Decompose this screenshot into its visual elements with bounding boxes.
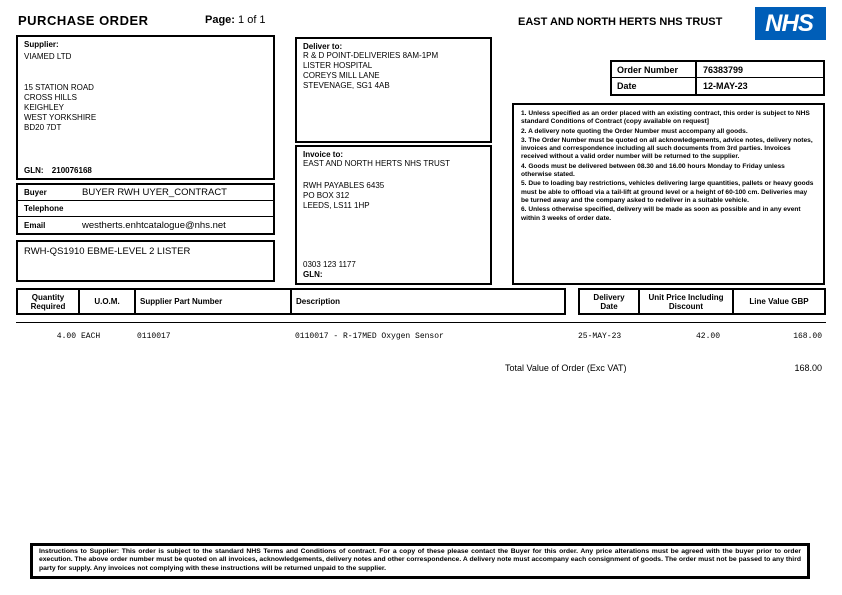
supplier-label: Supplier: [24,40,59,49]
email-label: Email [24,220,46,230]
term-item: 3. The Order Number must be quoted on all acknowledgements, advice notes, delivery notes, invoices and correspondence including all such documents from 3rd parties. Invoices received without a valid order number will be returned to the supplier. [521,136,813,161]
page-indicator [205,14,266,26]
order-date-value: 12-MAY-23 [703,81,748,91]
terms-box [512,103,825,285]
supplier-address [24,83,267,133]
deliver-to-box [295,37,492,143]
supplier-gln [24,166,98,175]
order-info-table [610,60,825,96]
telephone-label: Telephone [24,204,64,213]
deliver-to-line: LISTER HOSPITAL [303,61,373,70]
buyer-row [18,185,273,201]
term-item: 6. Unless otherwise specified, delivery will be made as soon as possible and in any event within 3 weeks of order date. [521,206,801,222]
order-number-value: 76383799 [703,64,744,75]
header-unit-price: Unit Price Including Discount [640,290,734,313]
contract-reference: RWH-QS1910 EBME-LEVEL 2 LISTER [24,246,191,257]
email-row [18,217,273,233]
invoice-address [303,181,484,211]
buyer-label: Buyer [24,188,47,197]
page-label: Page: [205,14,235,26]
telephone-row [18,201,273,217]
supplier-name: VIAMED LTD [24,52,72,61]
header-quantity: Quantity Required [18,290,80,313]
header-delivery-date: Delivery Date [580,290,640,313]
invoice-address-line: LEEDS, LS11 1HP [303,201,370,210]
item-quantity: 4.00 [56,332,76,341]
invoice-to-label: Invoice to: [303,150,344,159]
header-description: Description [296,297,341,306]
supplier-instructions-text: This order is subject to the standard NHS Terms and Conditions of contract. For a copy of these please contact the Buyer for this order. Any price alterations must be agreed with the buyer prior to order execution. The above order number must be quoted on all invoices, acknowledgements, delivery notes and other correspondence. A delivery note must accompany each consignment of goods. The order must not be passed to any third party for supply. Any invoices not complying with these instructions will be returned unpaid to the supplier. [39,548,802,572]
order-number-row [612,62,823,78]
invoice-phone: 0303 123 1177 [303,260,356,269]
header-uom: U.O.M. [80,290,136,313]
invoice-address-line: RWH PAYABLES 6435 [303,181,385,190]
term-item: 5. Due to loading bay restrictions, vehicles delivering large quantities, pallets or heavy goods must be able to offload via a tail-lift at ground level or a height of 60-100 cm. Deliveries may be turned away and the company asked to redeliver in a suitable vehicle. [521,180,814,204]
header-divider [16,322,826,323]
header-line-value: Line Value GBP [749,297,809,306]
deliver-to-line: R & D POINT-DELIVERIES 8AM-1PM [303,51,439,60]
item-delivery-date: 25-MAY-23 [578,332,622,341]
page-title: PURCHASE ORDER [18,13,149,28]
items-header-left [16,288,566,315]
order-total-value: 168.00 [794,363,822,373]
item-description: 0110017 - R-17MED Oxygen Sensor [295,332,444,341]
buyer-table [16,183,275,235]
deliver-to-line: COREYS MILL LANE [303,71,380,80]
order-number-label: Order Number [612,62,697,77]
invoice-to-box [295,145,492,285]
invoice-contact [303,260,356,280]
item-unit-price: 42.00 [695,332,720,341]
supplier-instructions-label: Instructions to Supplier: [39,548,120,555]
supplier-address-line: 15 STATION ROAD [24,83,94,92]
deliver-to-line: STEVENAGE, SG1 4AB [303,81,390,90]
buyer-value: BUYER RWH UYER_CONTRACT [82,187,227,198]
term-item: 2. A delivery note quoting the Order Number must accompany all goods. [521,127,748,135]
order-date-label: Date [612,78,697,94]
order-total-label: Total Value of Order (Exc VAT) [505,363,627,373]
term-item: 4. Goods must be delivered between 08.30 and 16.00 hours Monday to Friday unless otherwise stated. [521,162,785,179]
deliver-to-label: Deliver to: [303,42,343,51]
invoice-to-name: EAST AND NORTH HERTS NHS TRUST [303,159,450,168]
supplier-box [16,35,275,180]
supplier-address-line: BD20 7DT [24,123,62,132]
supplier-address-line: CROSS HILLS [24,93,77,102]
email-value: westherts.enhtcatalogue@nhs.net [82,219,226,231]
items-header-right [578,288,826,315]
order-date-row [612,78,823,94]
nhs-logo-text: NHS [765,9,813,37]
supplier-address-line: KEIGHLEY [24,103,65,112]
invoice-address-line: PO BOX 312 [303,191,350,200]
term-item: 1. Unless specified as an order placed with an existing contract, this order is subject to NHS standard Conditions of Contract (copy available on request] [521,110,810,126]
trust-name: EAST AND NORTH HERTS NHS TRUST [518,16,723,28]
contract-reference-box [16,240,275,282]
header-part-number: Supplier Part Number [136,290,292,313]
supplier-gln-value: 210076168 [51,166,92,175]
item-part-number: 0110017 [137,332,171,341]
item-line-value: 168.00 [793,332,822,341]
item-uom: EACH [81,332,101,341]
nhs-logo [755,7,826,40]
supplier-address-line: WEST YORKSHIRE [24,113,97,122]
supplier-instructions-box [30,543,810,579]
supplier-gln-label: GLN: [24,166,44,175]
page-value: 1 of 1 [238,14,266,26]
invoice-gln-label: GLN: [303,270,323,279]
